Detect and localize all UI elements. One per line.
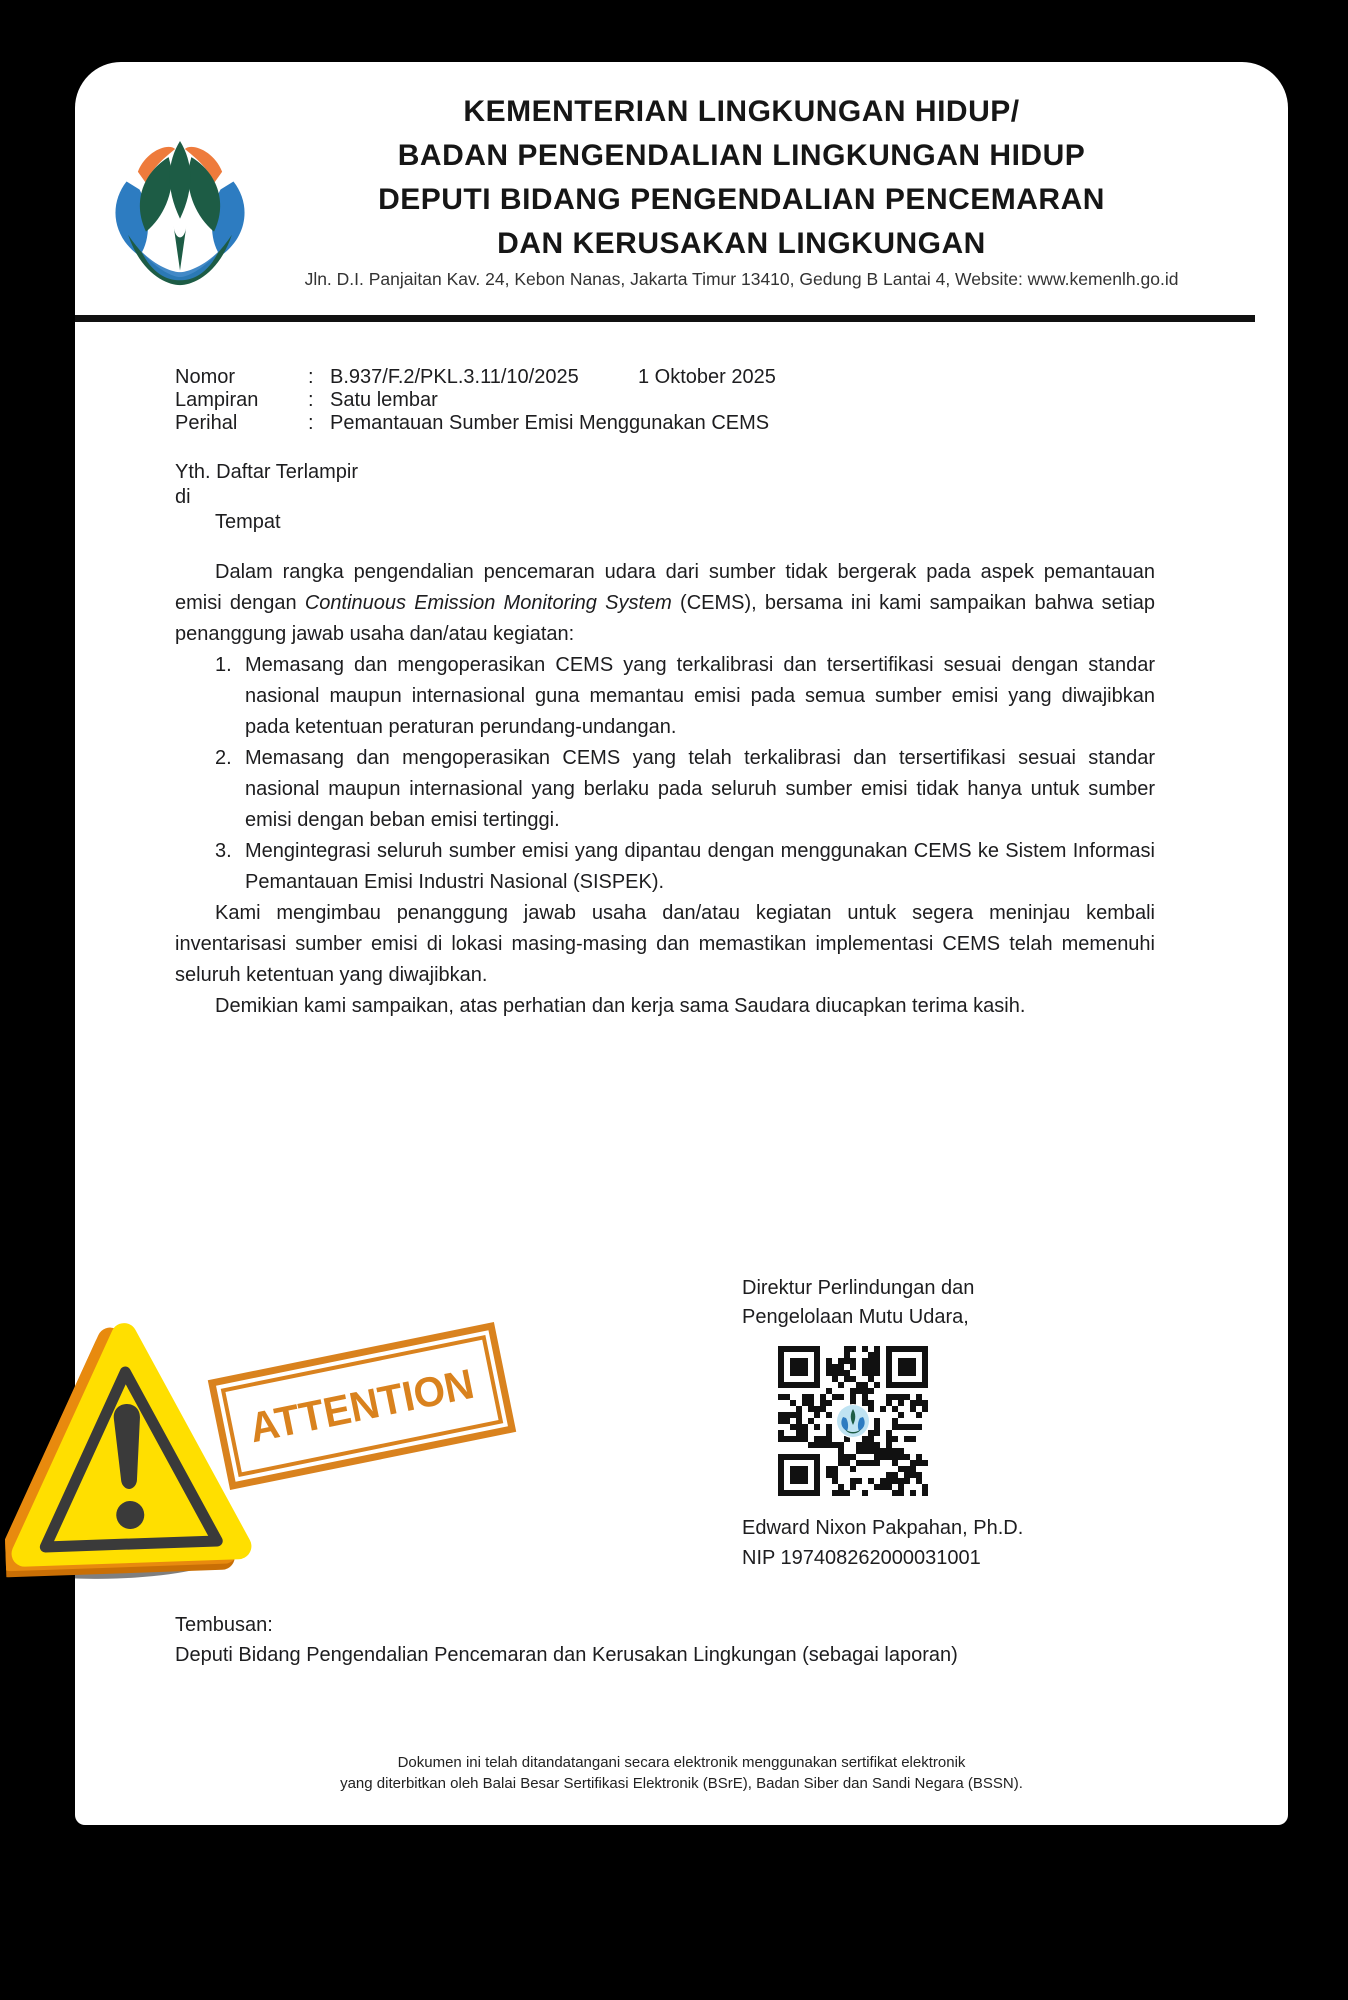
- signer-nip: NIP 197408262000031001: [742, 1547, 981, 1569]
- attachment-count: Satu lembar: [330, 389, 438, 411]
- signature-qr-code: [778, 1346, 928, 1496]
- signer-name: Edward Nixon Pakpahan, Ph.D.: [742, 1517, 1024, 1539]
- letterhead: [205, 90, 1278, 290]
- signer-title-line: Pengelolaan Mutu Udara,: [742, 1306, 969, 1328]
- paragraph-text: Kami mengimbau penanggung jawab usaha dan/atau kegiatan untuk segera meninjau kembali inventarisasi sumber emisi di lokasi masing-masing dan memastikan implementasi CEMS telah memenuhi seluruh ketentuan yang diwajibkan.: [175, 902, 1155, 986]
- list-item-text: Memasang dan mengoperasikan CEMS yang terkalibrasi dan tersertifikasi sesuai dengan standar nasional maupun internasional guna memantau emisi pada semua sumber emisi yang diwajibkan pada ketentuan peraturan perundang-undangan.: [245, 654, 1155, 738]
- paragraph-text: (CEMS), bersama ini kami sampaikan bahwa setiap penanggung jawab usaha dan/atau kegiatan:: [175, 592, 1155, 645]
- meta-row-perihal: [175, 412, 1175, 435]
- letter-meta: [175, 366, 1175, 435]
- carbon-copy-text: Deputi Bidang Pengendalian Pencemaran dan Kerusakan Lingkungan (sebagai laporan): [175, 1644, 958, 1666]
- carbon-copy-label: Tembusan:: [175, 1614, 273, 1636]
- signer-title-line: Direktur Perlindungan dan: [742, 1277, 975, 1299]
- list-item-number: 2.: [215, 747, 232, 769]
- org-line-2: BADAN PENGENDALIAN LINGKUNGAN HIDUP: [397, 139, 1086, 172]
- paragraph-italic-text: Continuous Emission Monitoring System: [304, 592, 672, 614]
- list-item: [175, 650, 1155, 743]
- letter-date: 1 Oktober 2025: [638, 366, 776, 388]
- paragraph-3: [175, 991, 1155, 1022]
- meta-row-lampiran: [175, 389, 1175, 412]
- recipient-line: Tempat: [215, 511, 281, 533]
- recipient-line: di: [175, 486, 191, 508]
- digital-signature-disclaimer: [75, 1752, 1288, 1794]
- paragraph-1: [175, 557, 1155, 650]
- meta-label: Lampiran: [175, 389, 259, 411]
- letterhead-address: Jln. D.I. Panjaitan Kav. 24, Kebon Nanas, Jakarta Timur 13410, Gedung B Lantai 4, Website: www.kemenlh.go.id: [304, 269, 1179, 289]
- attention-stamp-text: ATTENTION: [245, 1359, 479, 1452]
- meta-colon: :: [308, 412, 314, 434]
- recipient-line: Yth. Daftar Terlampir: [175, 461, 359, 483]
- org-line-4: DAN KERUSAKAN LINGKUNGAN: [497, 227, 986, 260]
- meta-label: Nomor: [175, 366, 236, 388]
- subject-line: Pemantauan Sumber Emisi Menggunakan CEMS: [330, 412, 770, 434]
- letterhead-divider: [75, 315, 1255, 322]
- list-item: [175, 836, 1155, 898]
- paragraph-text: Dalam rangka pengendalian pencemaran udara dari sumber tidak bergerak pada aspek pemantauan emisi dengan: [175, 561, 1155, 614]
- list-item-text: Memasang dan mengoperasikan CEMS yang telah terkalibrasi dan tersertifikasi sesuai standar nasional maupun internasional yang berlaku pada seluruh sumber emisi tidak hanya untuk sumber emisi dengan beban emisi tertinggi.: [245, 747, 1155, 831]
- list-item-number: 1.: [215, 654, 232, 676]
- qr-center-logo-icon: [836, 1404, 870, 1438]
- paragraph-text: Demikian kami sampaikan, atas perhatian dan kerja sama Saudara diucapkan terima kasih.: [215, 995, 1026, 1017]
- carbon-copy-block: [175, 1610, 1085, 1670]
- meta-row-nomor: [175, 366, 1175, 389]
- letter-number: B.937/F.2/PKL.3.11/10/2025: [330, 366, 579, 388]
- meta-label: Perihal: [175, 412, 238, 434]
- obligation-list: [175, 650, 1155, 898]
- disclaimer-line: Dokumen ini telah ditandatangani secara elektronik menggunakan sertifikat elektronik: [397, 1754, 966, 1771]
- disclaimer-line: yang diterbitkan oleh Balai Besar Sertifikasi Elektronik (BSrE), Badan Siber dan Sandi Negara (BSSN).: [340, 1775, 1023, 1792]
- list-item-text: Mengintegrasi seluruh sumber emisi yang dipantau dengan menggunakan CEMS ke Sistem Informasi Pemantauan Emisi Industri Nasional (SISPEK).: [245, 840, 1155, 893]
- org-line-3: DEPUTI BIDANG PENGENDALIAN PENCEMARAN: [378, 183, 1105, 216]
- list-item-number: 3.: [215, 840, 232, 862]
- letter-body: [175, 460, 1155, 1022]
- meta-colon: :: [308, 366, 314, 388]
- paragraph-2: [175, 898, 1155, 991]
- signature-block: [742, 1274, 1202, 1569]
- org-line-1: KEMENTERIAN LINGKUNGAN HIDUP/: [463, 95, 1020, 128]
- recipient-block: [175, 460, 1155, 535]
- list-item: [175, 743, 1155, 836]
- meta-colon: :: [308, 389, 314, 411]
- warning-triangle-icon: [0, 1312, 259, 1589]
